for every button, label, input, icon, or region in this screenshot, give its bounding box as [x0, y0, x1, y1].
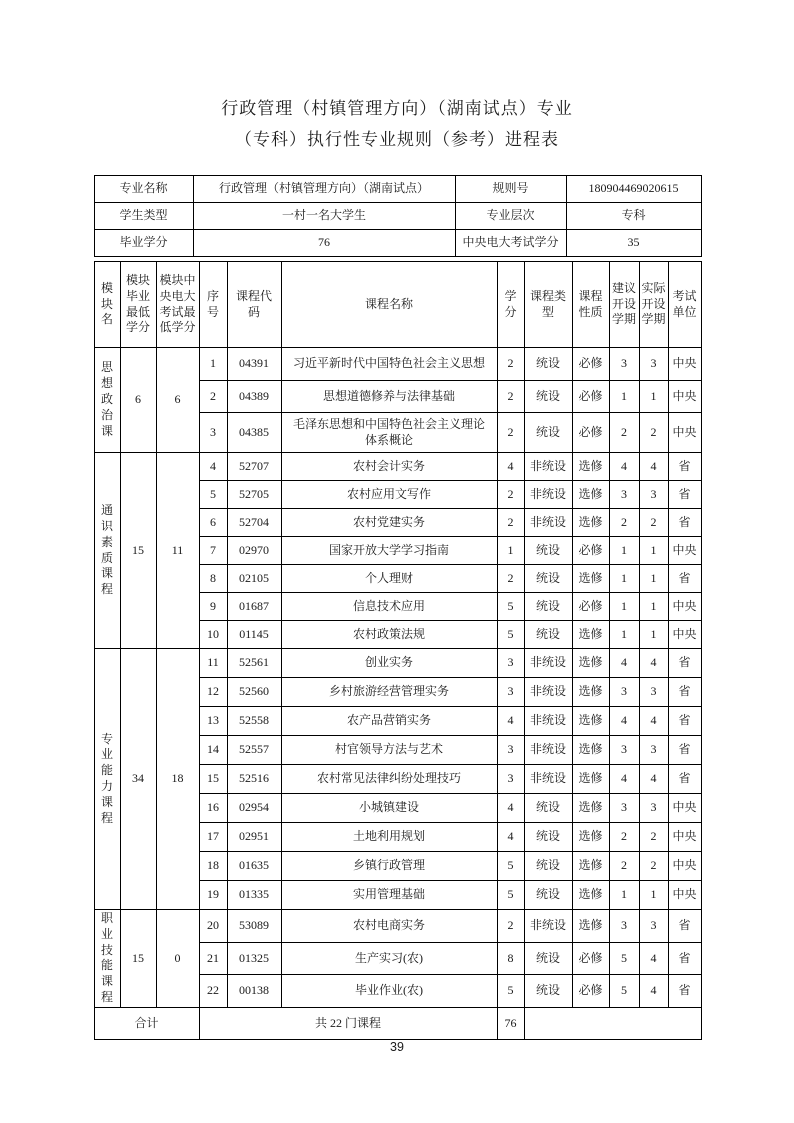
course-credits-cell: 4 — [497, 707, 524, 736]
course-actual-term-cell: 1 — [639, 881, 668, 910]
course-seq-cell: 2 — [199, 381, 227, 413]
document-content — [94, 93, 701, 1040]
course-suggested-term-cell: 2 — [609, 823, 639, 852]
module-cdtu-min-credits-cell: 18 — [156, 649, 199, 910]
total-label-cell: 合计 — [94, 1007, 199, 1039]
course-credits-cell: 5 — [497, 593, 524, 621]
course-code-cell: 53089 — [227, 910, 281, 943]
course-seq-cell: 13 — [199, 707, 227, 736]
course-actual-term-cell: 3 — [639, 736, 668, 765]
course-credits-cell: 3 — [497, 736, 524, 765]
course-exam-unit-cell: 中央 — [668, 823, 701, 852]
course-seq-cell: 10 — [199, 621, 227, 649]
info-row-major — [94, 176, 701, 203]
course-nature-cell: 必修 — [572, 593, 609, 621]
header-seq: 序号 — [199, 262, 227, 348]
course-credits-cell: 8 — [497, 942, 524, 975]
module-min-credits-cell: 34 — [120, 649, 156, 910]
course-type-cell: 统设 — [524, 381, 572, 413]
course-exam-unit-cell: 省 — [668, 942, 701, 975]
course-actual-term-cell: 4 — [639, 975, 668, 1008]
course-code-cell: 02105 — [227, 565, 281, 593]
course-exam-unit-cell: 省 — [668, 565, 701, 593]
course-type-cell: 非统设 — [524, 509, 572, 537]
header-module-min-credits: 模块 毕业 最低 学分 — [120, 262, 156, 348]
course-suggested-term-cell: 5 — [609, 975, 639, 1008]
course-seq-cell: 12 — [199, 678, 227, 707]
course-credits-cell: 2 — [497, 910, 524, 943]
course-code-cell: 52558 — [227, 707, 281, 736]
course-type-cell: 非统设 — [524, 678, 572, 707]
course-exam-unit-cell: 中央 — [668, 593, 701, 621]
course-exam-unit-cell: 中央 — [668, 381, 701, 413]
course-exam-unit-cell: 省 — [668, 509, 701, 537]
course-code-cell: 02951 — [227, 823, 281, 852]
course-suggested-term-cell: 3 — [609, 910, 639, 943]
course-code-cell: 52707 — [227, 453, 281, 481]
course-seq-cell: 22 — [199, 975, 227, 1008]
course-exam-unit-cell: 省 — [668, 481, 701, 509]
course-nature-cell: 必修 — [572, 537, 609, 565]
course-exam-unit-cell: 中央 — [668, 852, 701, 881]
course-actual-term-cell: 1 — [639, 621, 668, 649]
course-suggested-term-cell: 3 — [609, 481, 639, 509]
course-type-cell: 统设 — [524, 537, 572, 565]
course-actual-term-cell: 2 — [639, 413, 668, 453]
course-suggested-term-cell: 3 — [609, 794, 639, 823]
course-type-cell: 统设 — [524, 794, 572, 823]
course-nature-cell: 选修 — [572, 621, 609, 649]
major-name-label: 专业名称 — [94, 176, 193, 203]
page-number: 39 — [390, 1040, 404, 1054]
header-exam-unit: 考试 单位 — [668, 262, 701, 348]
course-name-cell: 实用管理基础 — [281, 881, 497, 910]
course-code-cell: 04391 — [227, 348, 281, 381]
course-exam-unit-cell: 省 — [668, 736, 701, 765]
course-actual-term-cell: 2 — [639, 509, 668, 537]
course-type-cell: 统设 — [524, 975, 572, 1008]
module-name-cell: 通识 素质 课程 — [94, 453, 120, 649]
course-suggested-term-cell: 3 — [609, 348, 639, 381]
total-credits-cell: 76 — [497, 1007, 524, 1039]
course-credits-cell: 3 — [497, 649, 524, 678]
course-suggested-term-cell: 1 — [609, 565, 639, 593]
course-type-cell: 非统设 — [524, 736, 572, 765]
course-nature-cell: 选修 — [572, 823, 609, 852]
course-exam-unit-cell: 省 — [668, 910, 701, 943]
course-credits-cell: 5 — [497, 621, 524, 649]
course-nature-cell: 选修 — [572, 765, 609, 794]
course-seq-cell: 16 — [199, 794, 227, 823]
info-row-credits — [94, 230, 701, 257]
course-credits-cell: 3 — [497, 678, 524, 707]
course-name-cell: 农村电商实务 — [281, 910, 497, 943]
course-suggested-term-cell: 3 — [609, 678, 639, 707]
course-credits-cell: 2 — [497, 381, 524, 413]
course-exam-unit-cell: 省 — [668, 707, 701, 736]
module-min-credits-cell: 15 — [120, 910, 156, 1008]
course-row — [94, 453, 701, 481]
header-credits: 学 分 — [497, 262, 524, 348]
course-suggested-term-cell: 2 — [609, 852, 639, 881]
course-type-cell: 统设 — [524, 621, 572, 649]
course-code-cell: 52704 — [227, 509, 281, 537]
header-course-nature: 课程 性质 — [572, 262, 609, 348]
course-type-cell: 统设 — [524, 413, 572, 453]
course-actual-term-cell: 3 — [639, 678, 668, 707]
course-nature-cell: 必修 — [572, 975, 609, 1008]
header-module-cdtu-min: 模块中 央电大 考试最 低学分 — [156, 262, 199, 348]
module-name-cell: 职业 技能 课程 — [94, 910, 120, 1008]
course-actual-term-cell: 3 — [639, 794, 668, 823]
student-type-label: 学生类型 — [94, 203, 193, 230]
course-name-cell: 创业实务 — [281, 649, 497, 678]
course-type-cell: 非统设 — [524, 765, 572, 794]
course-exam-unit-cell: 中央 — [668, 881, 701, 910]
course-exam-unit-cell: 省 — [668, 678, 701, 707]
course-credits-cell: 2 — [497, 481, 524, 509]
course-type-cell: 统设 — [524, 852, 572, 881]
course-name-cell: 生产实习(农) — [281, 942, 497, 975]
course-type-cell: 非统设 — [524, 481, 572, 509]
course-code-cell: 52560 — [227, 678, 281, 707]
course-actual-term-cell: 4 — [639, 453, 668, 481]
course-type-cell: 统设 — [524, 881, 572, 910]
course-code-cell: 52557 — [227, 736, 281, 765]
course-exam-unit-cell: 省 — [668, 975, 701, 1008]
course-name-cell: 农村党建实务 — [281, 509, 497, 537]
module-name-cell: 专业 能力 课程 — [94, 649, 120, 910]
course-row — [94, 910, 701, 943]
course-nature-cell: 必修 — [572, 413, 609, 453]
course-seq-cell: 7 — [199, 537, 227, 565]
course-credits-cell: 4 — [497, 453, 524, 481]
course-seq-cell: 17 — [199, 823, 227, 852]
course-nature-cell: 选修 — [572, 736, 609, 765]
course-exam-unit-cell: 中央 — [668, 794, 701, 823]
course-nature-cell: 选修 — [572, 565, 609, 593]
course-code-cell: 01335 — [227, 881, 281, 910]
total-row — [94, 1007, 701, 1039]
course-name-cell: 村官领导方法与艺术 — [281, 736, 497, 765]
course-suggested-term-cell: 1 — [609, 881, 639, 910]
course-seq-cell: 14 — [199, 736, 227, 765]
course-seq-cell: 5 — [199, 481, 227, 509]
header-course-name: 课程名称 — [281, 262, 497, 348]
course-suggested-term-cell: 3 — [609, 736, 639, 765]
course-name-cell: 农村常见法律纠纷处理技巧 — [281, 765, 497, 794]
course-exam-unit-cell: 省 — [668, 765, 701, 794]
course-nature-cell: 选修 — [572, 649, 609, 678]
course-nature-cell: 必修 — [572, 381, 609, 413]
course-code-cell: 52705 — [227, 481, 281, 509]
course-actual-term-cell: 1 — [639, 537, 668, 565]
course-credits-cell: 2 — [497, 413, 524, 453]
course-code-cell: 00138 — [227, 975, 281, 1008]
course-code-cell: 01635 — [227, 852, 281, 881]
course-code-cell: 04389 — [227, 381, 281, 413]
course-actual-term-cell: 3 — [639, 348, 668, 381]
course-type-cell: 非统设 — [524, 707, 572, 736]
course-actual-term-cell: 4 — [639, 649, 668, 678]
graduation-credits-label: 毕业学分 — [94, 230, 193, 257]
course-code-cell: 01145 — [227, 621, 281, 649]
course-code-cell: 01325 — [227, 942, 281, 975]
course-exam-unit-cell: 省 — [668, 453, 701, 481]
course-name-cell: 农产品营销实务 — [281, 707, 497, 736]
course-credits-cell: 2 — [497, 348, 524, 381]
level-label: 专业层次 — [455, 203, 566, 230]
rule-no-label: 规则号 — [455, 176, 566, 203]
course-actual-term-cell: 2 — [639, 852, 668, 881]
course-exam-unit-cell: 中央 — [668, 537, 701, 565]
course-nature-cell: 选修 — [572, 481, 609, 509]
info-row-student-type — [94, 203, 701, 230]
course-type-cell: 非统设 — [524, 910, 572, 943]
table-header-row — [94, 262, 701, 348]
course-actual-term-cell: 1 — [639, 381, 668, 413]
course-suggested-term-cell: 2 — [609, 413, 639, 453]
header-module-name: 模 块 名 — [94, 262, 120, 348]
course-name-cell: 乡村旅游经营管理实务 — [281, 678, 497, 707]
module-cdtu-min-credits-cell: 6 — [156, 348, 199, 453]
header-course-type: 课程类 型 — [524, 262, 572, 348]
course-credits-cell: 5 — [497, 852, 524, 881]
course-seq-cell: 8 — [199, 565, 227, 593]
course-suggested-term-cell: 1 — [609, 381, 639, 413]
page-title — [94, 93, 701, 155]
course-seq-cell: 1 — [199, 348, 227, 381]
module-name-cell: 思想 政治 课 — [94, 348, 120, 453]
course-seq-cell: 15 — [199, 765, 227, 794]
course-seq-cell: 19 — [199, 881, 227, 910]
course-code-cell: 02970 — [227, 537, 281, 565]
course-seq-cell: 18 — [199, 852, 227, 881]
course-seq-cell: 6 — [199, 509, 227, 537]
course-credits-cell: 2 — [497, 509, 524, 537]
course-suggested-term-cell: 2 — [609, 509, 639, 537]
course-name-cell: 国家开放大学学习指南 — [281, 537, 497, 565]
course-type-cell: 统设 — [524, 942, 572, 975]
level-value: 专科 — [566, 203, 701, 230]
course-name-cell: 乡镇行政管理 — [281, 852, 497, 881]
page-title-line1: 行政管理（村镇管理方向）（湖南试点）专业 — [221, 99, 573, 118]
module-cdtu-min-credits-cell: 0 — [156, 910, 199, 1008]
course-credits-cell: 3 — [497, 765, 524, 794]
course-name-cell: 个人理财 — [281, 565, 497, 593]
course-credits-cell: 2 — [497, 565, 524, 593]
course-credits-cell: 4 — [497, 823, 524, 852]
course-credits-cell: 1 — [497, 537, 524, 565]
module-min-credits-cell: 15 — [120, 453, 156, 649]
course-type-cell: 非统设 — [524, 453, 572, 481]
cdtu-exam-credits-value: 35 — [566, 230, 701, 257]
course-type-cell: 统设 — [524, 348, 572, 381]
course-actual-term-cell: 1 — [639, 593, 668, 621]
module-min-credits-cell: 6 — [120, 348, 156, 453]
course-name-cell: 农村应用文写作 — [281, 481, 497, 509]
rule-no-value: 180904469020615 — [566, 176, 701, 203]
course-suggested-term-cell: 5 — [609, 942, 639, 975]
course-suggested-term-cell: 4 — [609, 453, 639, 481]
course-exam-unit-cell: 省 — [668, 649, 701, 678]
course-nature-cell: 选修 — [572, 678, 609, 707]
course-code-cell: 52561 — [227, 649, 281, 678]
course-suggested-term-cell: 4 — [609, 707, 639, 736]
header-course-code: 课程代 码 — [227, 262, 281, 348]
course-seq-cell: 9 — [199, 593, 227, 621]
course-actual-term-cell: 4 — [639, 707, 668, 736]
course-name-cell: 思想道德修养与法律基础 — [281, 381, 497, 413]
total-empty-cell — [524, 1007, 701, 1039]
course-name-cell: 信息技术应用 — [281, 593, 497, 621]
course-seq-cell: 20 — [199, 910, 227, 943]
major-name-value: 行政管理（村镇管理方向）（湖南试点） — [193, 176, 455, 203]
course-nature-cell: 必修 — [572, 348, 609, 381]
course-name-cell: 毛泽东思想和中国特色社会主义理论 体系概论 — [281, 413, 497, 453]
course-actual-term-cell: 3 — [639, 481, 668, 509]
course-suggested-term-cell: 1 — [609, 537, 639, 565]
header-suggested-term: 建议 开设 学期 — [609, 262, 639, 348]
course-suggested-term-cell: 1 — [609, 621, 639, 649]
course-code-cell: 02954 — [227, 794, 281, 823]
course-actual-term-cell: 4 — [639, 942, 668, 975]
course-seq-cell: 21 — [199, 942, 227, 975]
course-exam-unit-cell: 中央 — [668, 348, 701, 381]
course-seq-cell: 11 — [199, 649, 227, 678]
course-code-cell: 52516 — [227, 765, 281, 794]
course-nature-cell: 选修 — [572, 509, 609, 537]
course-row — [94, 649, 701, 678]
course-nature-cell: 选修 — [572, 707, 609, 736]
module-cdtu-min-credits-cell: 11 — [156, 453, 199, 649]
course-credits-cell: 5 — [497, 881, 524, 910]
course-schedule-table — [94, 261, 702, 1040]
course-nature-cell: 必修 — [572, 942, 609, 975]
header-actual-term: 实际 开设 学期 — [639, 262, 668, 348]
course-name-cell: 小城镇建设 — [281, 794, 497, 823]
course-credits-cell: 5 — [497, 975, 524, 1008]
course-type-cell: 统设 — [524, 823, 572, 852]
course-name-cell: 习近平新时代中国特色社会主义思想 — [281, 348, 497, 381]
course-name-cell: 毕业作业(农) — [281, 975, 497, 1008]
course-row — [94, 348, 701, 381]
course-exam-unit-cell: 中央 — [668, 621, 701, 649]
course-nature-cell: 选修 — [572, 852, 609, 881]
course-code-cell: 01687 — [227, 593, 281, 621]
course-nature-cell: 选修 — [572, 881, 609, 910]
course-suggested-term-cell: 1 — [609, 593, 639, 621]
course-code-cell: 04385 — [227, 413, 281, 453]
course-name-cell: 土地利用规划 — [281, 823, 497, 852]
course-seq-cell: 3 — [199, 413, 227, 453]
student-type-value: 一村一名大学生 — [193, 203, 455, 230]
major-info-table — [94, 175, 702, 257]
course-suggested-term-cell: 4 — [609, 765, 639, 794]
course-nature-cell: 选修 — [572, 910, 609, 943]
course-type-cell: 统设 — [524, 565, 572, 593]
course-nature-cell: 选修 — [572, 453, 609, 481]
page-title-line2: （专科）执行性专业规则（参考）进程表 — [235, 130, 559, 149]
cdtu-exam-credits-label: 中央电大考试学分 — [455, 230, 566, 257]
course-suggested-term-cell: 4 — [609, 649, 639, 678]
course-nature-cell: 选修 — [572, 794, 609, 823]
course-credits-cell: 4 — [497, 794, 524, 823]
course-name-cell: 农村会计实务 — [281, 453, 497, 481]
course-type-cell: 统设 — [524, 593, 572, 621]
course-seq-cell: 4 — [199, 453, 227, 481]
course-actual-term-cell: 2 — [639, 823, 668, 852]
course-name-cell: 农村政策法规 — [281, 621, 497, 649]
course-actual-term-cell: 3 — [639, 910, 668, 943]
graduation-credits-value: 76 — [193, 230, 455, 257]
course-exam-unit-cell: 中央 — [668, 413, 701, 453]
total-courses-cell: 共 22 门课程 — [199, 1007, 497, 1039]
course-actual-term-cell: 1 — [639, 565, 668, 593]
course-actual-term-cell: 4 — [639, 765, 668, 794]
course-type-cell: 非统设 — [524, 649, 572, 678]
